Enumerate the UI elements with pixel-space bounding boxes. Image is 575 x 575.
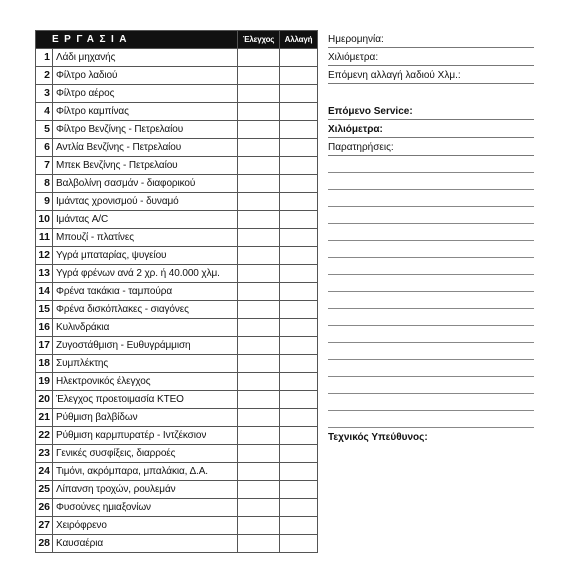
row-number: 19 — [36, 373, 53, 391]
header-task: ΕΡΓΑΣΙΑ — [36, 31, 238, 49]
task-label: Συμπλέκτης — [53, 355, 238, 373]
row-number: 8 — [36, 175, 53, 193]
change-cell[interactable] — [280, 463, 318, 481]
header-change: Αλλαγή — [280, 31, 318, 49]
change-cell[interactable] — [280, 193, 318, 211]
table-row — [36, 463, 318, 481]
check-cell[interactable] — [238, 229, 280, 247]
row-number: 22 — [36, 427, 53, 445]
row-number: 10 — [36, 211, 53, 229]
change-cell[interactable] — [280, 517, 318, 535]
check-cell[interactable] — [238, 139, 280, 157]
remarks-line[interactable] — [328, 360, 534, 377]
change-cell[interactable] — [280, 103, 318, 121]
remarks-line[interactable] — [328, 241, 534, 258]
check-cell[interactable] — [238, 193, 280, 211]
change-cell[interactable] — [280, 373, 318, 391]
change-cell[interactable] — [280, 319, 318, 337]
task-label: Μπεκ Βενζίνης - Πετρελαίου — [53, 157, 238, 175]
task-label: Φρένα δισκόπλακες - σιαγόνες — [53, 301, 238, 319]
check-cell[interactable] — [238, 85, 280, 103]
row-number: 26 — [36, 499, 53, 517]
remarks-line[interactable] — [328, 292, 534, 309]
row-number: 18 — [36, 355, 53, 373]
row-number: 3 — [36, 85, 53, 103]
remarks-line[interactable] — [328, 190, 534, 207]
notes-panel — [328, 30, 534, 445]
change-cell[interactable] — [280, 427, 318, 445]
task-label: Ιμάντας A/C — [53, 211, 238, 229]
table-row — [36, 391, 318, 409]
table-row — [36, 229, 318, 247]
change-cell[interactable] — [280, 121, 318, 139]
check-cell[interactable] — [238, 121, 280, 139]
table-row — [36, 49, 318, 67]
row-number: 12 — [36, 247, 53, 265]
task-label: Μπουζί - πλατίνες — [53, 229, 238, 247]
task-label: Ζυγοστάθμιση - Ευθυγράμμιση — [53, 337, 238, 355]
check-cell[interactable] — [238, 49, 280, 67]
remarks-line[interactable] — [328, 377, 534, 394]
change-cell[interactable] — [280, 175, 318, 193]
row-number: 15 — [36, 301, 53, 319]
check-cell[interactable] — [238, 427, 280, 445]
header-check: Έλεγχος — [238, 31, 280, 49]
km-field[interactable]: Χιλιόμετρα: — [328, 48, 534, 66]
technician-field[interactable]: Τεχνικός Υπεύθυνος: — [328, 432, 428, 443]
check-cell[interactable] — [238, 265, 280, 283]
remarks-line[interactable] — [328, 173, 534, 190]
task-label: Υγρά φρένων ανά 2 χρ. ή 40.000 χλμ. — [53, 265, 238, 283]
task-label: Καυσαέρια — [53, 535, 238, 553]
row-number: 2 — [36, 67, 53, 85]
table-row — [36, 355, 318, 373]
row-number: 24 — [36, 463, 53, 481]
remarks-line[interactable] — [328, 326, 534, 343]
tasks-table-header — [36, 31, 318, 49]
check-cell[interactable] — [238, 337, 280, 355]
change-cell[interactable] — [280, 391, 318, 409]
task-label: Φίλτρο καμπίνας — [53, 103, 238, 121]
check-cell[interactable] — [238, 175, 280, 193]
task-label: Έλεγχος προετοιμασία ΚΤΕΟ — [53, 391, 238, 409]
check-cell[interactable] — [238, 247, 280, 265]
date-field[interactable]: Ημερομηνία: — [328, 30, 534, 48]
remarks-line[interactable] — [328, 258, 534, 275]
change-cell[interactable] — [280, 247, 318, 265]
check-cell[interactable] — [238, 67, 280, 85]
table-row — [36, 427, 318, 445]
table-row — [36, 373, 318, 391]
change-cell[interactable] — [280, 85, 318, 103]
row-number: 7 — [36, 157, 53, 175]
check-cell[interactable] — [238, 283, 280, 301]
remarks-line[interactable] — [328, 309, 534, 326]
task-label: Υγρά μπαταρίας, ψυγείου — [53, 247, 238, 265]
row-number: 25 — [36, 481, 53, 499]
task-label: Ρύθμιση βαλβίδων — [53, 409, 238, 427]
table-row — [36, 175, 318, 193]
change-cell[interactable] — [280, 499, 318, 517]
task-label: Λάδι μηχανής — [53, 49, 238, 67]
table-row — [36, 85, 318, 103]
row-number: 16 — [36, 319, 53, 337]
change-cell[interactable] — [280, 265, 318, 283]
row-number: 23 — [36, 445, 53, 463]
table-row — [36, 211, 318, 229]
table-row — [36, 139, 318, 157]
row-number: 27 — [36, 517, 53, 535]
task-label: Φίλτρο λαδιού — [53, 67, 238, 85]
table-row — [36, 517, 318, 535]
check-cell[interactable] — [238, 391, 280, 409]
change-cell[interactable] — [280, 229, 318, 247]
task-label: Αντλία Βενζίνης - Πετρελαίου — [53, 139, 238, 157]
task-label: Γενικές συσφίξεις, διαρροές — [53, 445, 238, 463]
check-cell[interactable] — [238, 373, 280, 391]
table-row — [36, 301, 318, 319]
row-number: 5 — [36, 121, 53, 139]
task-label: Φίλτρο Βενζίνης - Πετρελαίου — [53, 121, 238, 139]
remarks-line[interactable] — [328, 411, 534, 428]
change-cell[interactable] — [280, 157, 318, 175]
table-row — [36, 103, 318, 121]
table-row — [36, 157, 318, 175]
check-cell[interactable] — [238, 211, 280, 229]
check-cell[interactable] — [238, 319, 280, 337]
change-cell[interactable] — [280, 481, 318, 499]
row-number: 28 — [36, 535, 53, 553]
change-cell[interactable] — [280, 409, 318, 427]
table-row — [36, 337, 318, 355]
remarks-field[interactable]: Παρατηρήσεις: — [328, 138, 534, 156]
table-row — [36, 499, 318, 517]
change-cell[interactable] — [280, 445, 318, 463]
check-cell[interactable] — [238, 445, 280, 463]
table-row — [36, 265, 318, 283]
task-label: Φυσούνες ημιαξονίων — [53, 499, 238, 517]
task-label: Ηλεκτρονικός έλεγχος — [53, 373, 238, 391]
remarks-line[interactable] — [328, 343, 534, 360]
check-cell[interactable] — [238, 355, 280, 373]
task-label: Κυλινδράκια — [53, 319, 238, 337]
task-label: Ιμάντας χρονισμού - δυναμό — [53, 193, 238, 211]
row-number: 9 — [36, 193, 53, 211]
task-label: Χειρόφρενο — [53, 517, 238, 535]
row-number: 1 — [36, 49, 53, 67]
change-cell[interactable] — [280, 139, 318, 157]
row-number: 14 — [36, 283, 53, 301]
check-cell[interactable] — [238, 499, 280, 517]
check-cell[interactable] — [238, 535, 280, 553]
check-cell[interactable] — [238, 103, 280, 121]
table-row — [36, 481, 318, 499]
table-row — [36, 283, 318, 301]
row-number: 4 — [36, 103, 53, 121]
row-number: 13 — [36, 265, 53, 283]
change-cell[interactable] — [280, 283, 318, 301]
table-row — [36, 409, 318, 427]
tasks-table — [35, 30, 318, 553]
check-cell[interactable] — [238, 517, 280, 535]
change-cell[interactable] — [280, 67, 318, 85]
check-cell[interactable] — [238, 157, 280, 175]
row-number: 17 — [36, 337, 53, 355]
task-label: Τιμόνι, ακρόμπαρα, μπαλάκια, Δ.Α. — [53, 463, 238, 481]
task-label: Λίπανση τροχών, ρουλεμάν — [53, 481, 238, 499]
check-cell[interactable] — [238, 301, 280, 319]
check-cell[interactable] — [238, 481, 280, 499]
remarks-line[interactable] — [328, 224, 534, 241]
change-cell[interactable] — [280, 211, 318, 229]
table-row — [36, 67, 318, 85]
remarks-line[interactable] — [328, 156, 534, 173]
table-row — [36, 319, 318, 337]
remarks-line[interactable] — [328, 394, 534, 411]
remarks-line[interactable] — [328, 275, 534, 292]
change-cell[interactable] — [280, 355, 318, 373]
row-number: 6 — [36, 139, 53, 157]
task-label: Ρύθμιση καρμπυρατέρ - Ιντζέκσιον — [53, 427, 238, 445]
row-number: 20 — [36, 391, 53, 409]
table-row — [36, 247, 318, 265]
task-label: Φρένα τακάκια - ταμπούρα — [53, 283, 238, 301]
next-service-field[interactable]: Επόμενο Service: — [328, 102, 534, 120]
change-cell[interactable] — [280, 337, 318, 355]
table-row — [36, 121, 318, 139]
table-row — [36, 535, 318, 553]
row-number: 21 — [36, 409, 53, 427]
check-cell[interactable] — [238, 409, 280, 427]
task-label: Βαλβολίνη σασμάν - διαφορικού — [53, 175, 238, 193]
table-row — [36, 445, 318, 463]
change-cell[interactable] — [280, 301, 318, 319]
task-label: Φίλτρο αέρος — [53, 85, 238, 103]
next-service-km-field[interactable]: Χιλιόμετρα: — [328, 120, 534, 138]
change-cell[interactable] — [280, 49, 318, 67]
row-number: 11 — [36, 229, 53, 247]
change-cell[interactable] — [280, 535, 318, 553]
next-oil-change-field[interactable]: Επόμενη αλλαγή λαδιού Χλμ.: — [328, 66, 534, 84]
check-cell[interactable] — [238, 463, 280, 481]
table-row — [36, 193, 318, 211]
remarks-line[interactable] — [328, 207, 534, 224]
